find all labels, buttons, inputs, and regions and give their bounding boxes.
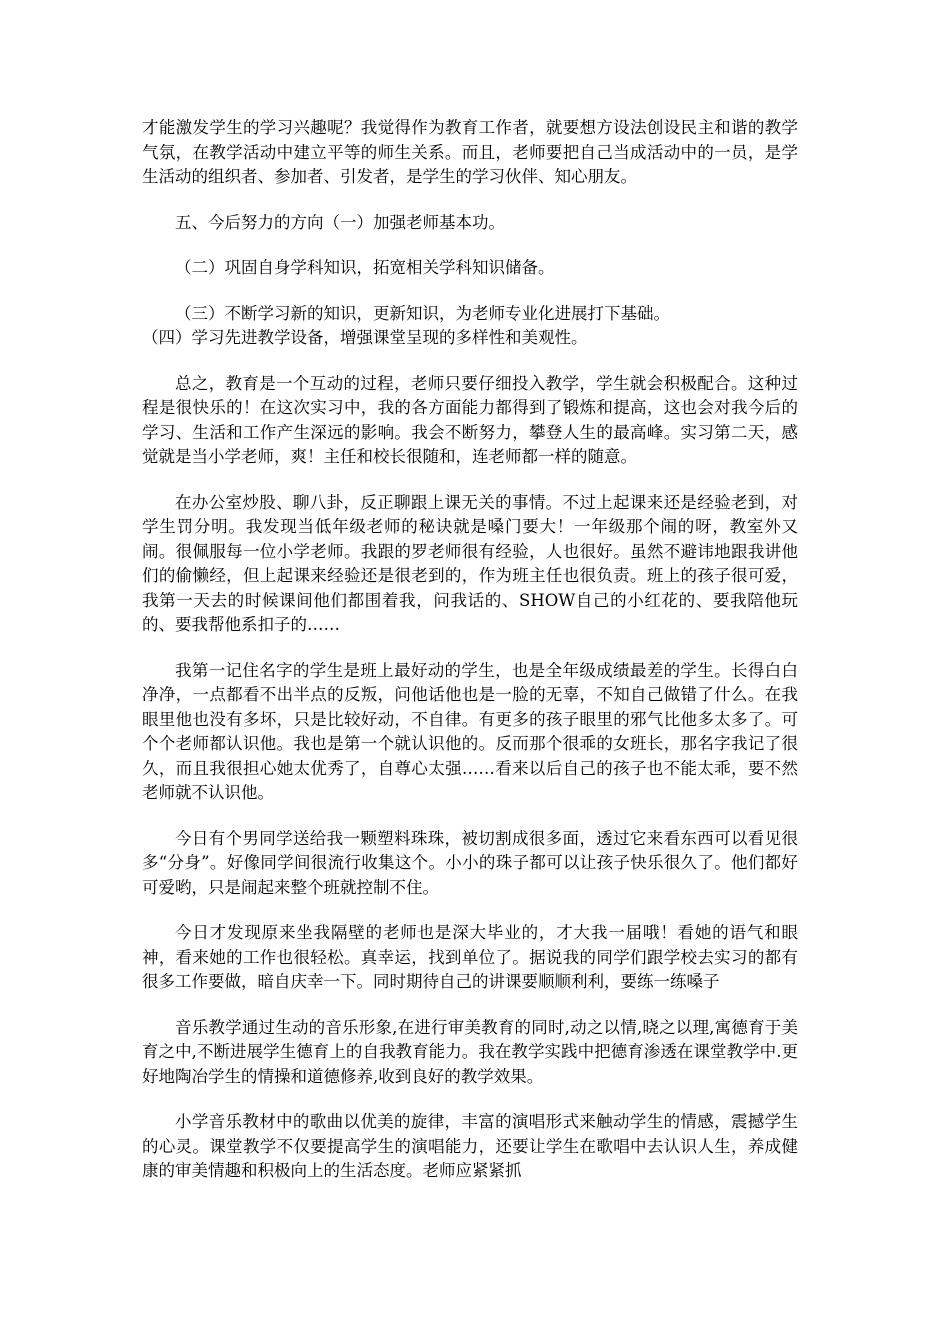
paragraph: 今日才发现原来坐我隔壁的老师也是深大毕业的，才大我一届哦！看她的语气和眼神，看来她的工作也很轻松。真幸运，找到单位了。据说我的同学们跟学校去实习的都有很多工作要做，暗自庆幸一下。同时期待自己的讲课要顺顺利利，要练一练嗓子 [142, 923, 798, 991]
paragraph: 今日有个男同学送给我一颗塑料珠珠，被切割成很多面，透过它来看东西可以看见很多“分身”。好像同学间很流行收集这个。小小的珠子都可以让孩子快乐很久了。他们都好可爱哟，只是闹起来整个班就控制不住。 [142, 828, 798, 897]
paragraph: 我第一记住名字的学生是班上最好动的学生，也是全年级成绩最差的学生。长得白白净净，一点都看不出半点的反叛，问他话他也是一脸的无辜，不知自己做错了什么。在我眼里他也没有多坏，只是比较好动，不自律。有更多的孩子眼里的邪气比他多太多了。可个个老师都认识他。我也是第一个就认识他的。反而那个很乖的女班长，那名字我记了很久，而且我很担心她太优秀了，自尊心太强……看来以后自己的孩子也不能太乖，要不然老师就不认识他。 [142, 660, 798, 802]
heading-future-direction: 五、今后努力的方向（一）加强老师基本功。 [175, 212, 505, 232]
paragraph: 在办公室炒股、聊八卦，反正聊跟上课无关的事情。不过上起课来还是经验老到，对学生罚分明。我发现当低年级老师的秘诀就是嗓门要大！一年级那个闹的呀，教室外又闹。很佩服每一位小学老师。我跟的罗老师很有经验，人也很好。虽然不避讳地跟我讲他们的偷懒经，但上起课来经验还是很老到的，作为班主任也很负责。班上的孩子很可爱，我第一天去的时候课间他们都围着我，问我话的、SHOW自己的小红花的、要我陪他玩的、要我帮他系扣子的…… [142, 492, 798, 634]
list-item: （三）不断学习新的知识，更新知识，为老师专业化进展打下基础。 [175, 303, 670, 323]
paragraph: 总之，教育是一个互动的过程，老师只要仔细投入教学，学生就会积极配合。这种过程是很快乐的！在这次实习中，我的各方面能力都得到了锻炼和提高，这也会对我今后的学习、生活和工作产生深远的影响。我会不断努力，攀登人生的最高峰。实习第二天，感觉就是当小学老师，爽！主任和校长很随和，连老师都一样的随意。 [142, 373, 798, 466]
list-item: （四）学习先进教学设备，增强课堂呈现的多样性和美观性。 [142, 328, 588, 347]
list-item: （二）巩固自身学科知识，拓宽相关学科知识储备。 [175, 258, 555, 277]
paragraph: 音乐教学通过生动的音乐形象,在进行审美教育的同时,动之以情,晓之以理,寓德育于美育之中,不断进展学生德育上的自我教育能力。我在教学实践中把德育渗透在课堂教学中.更好地陶冶学生的情操和道德修养,收到良好的教学效果。 [142, 1017, 798, 1086]
paragraph: 才能激发学生的学习兴趣呢？我觉得作为教育工作者，就要想方设法创设民主和谐的教学气氛，在教学活动中建立平等的师生关系。而且，老师要把自己当成活动中的一员，是学生活动的组织者、参加者、引发者，是学生的学习伙伴、知心朋友。 [142, 118, 798, 186]
document-body [142, 116, 798, 1205]
paragraph: 小学音乐教材中的歌曲以优美的旋律，丰富的演唱形式来触动学生的情感，震撼学生的心灵。课堂教学不仅要提高学生的演唱能力，还要让学生在歌唱中去认识人生，养成健康的审美情趣和积极向上的生活态度。老师应紧紧抓 [142, 1112, 798, 1180]
